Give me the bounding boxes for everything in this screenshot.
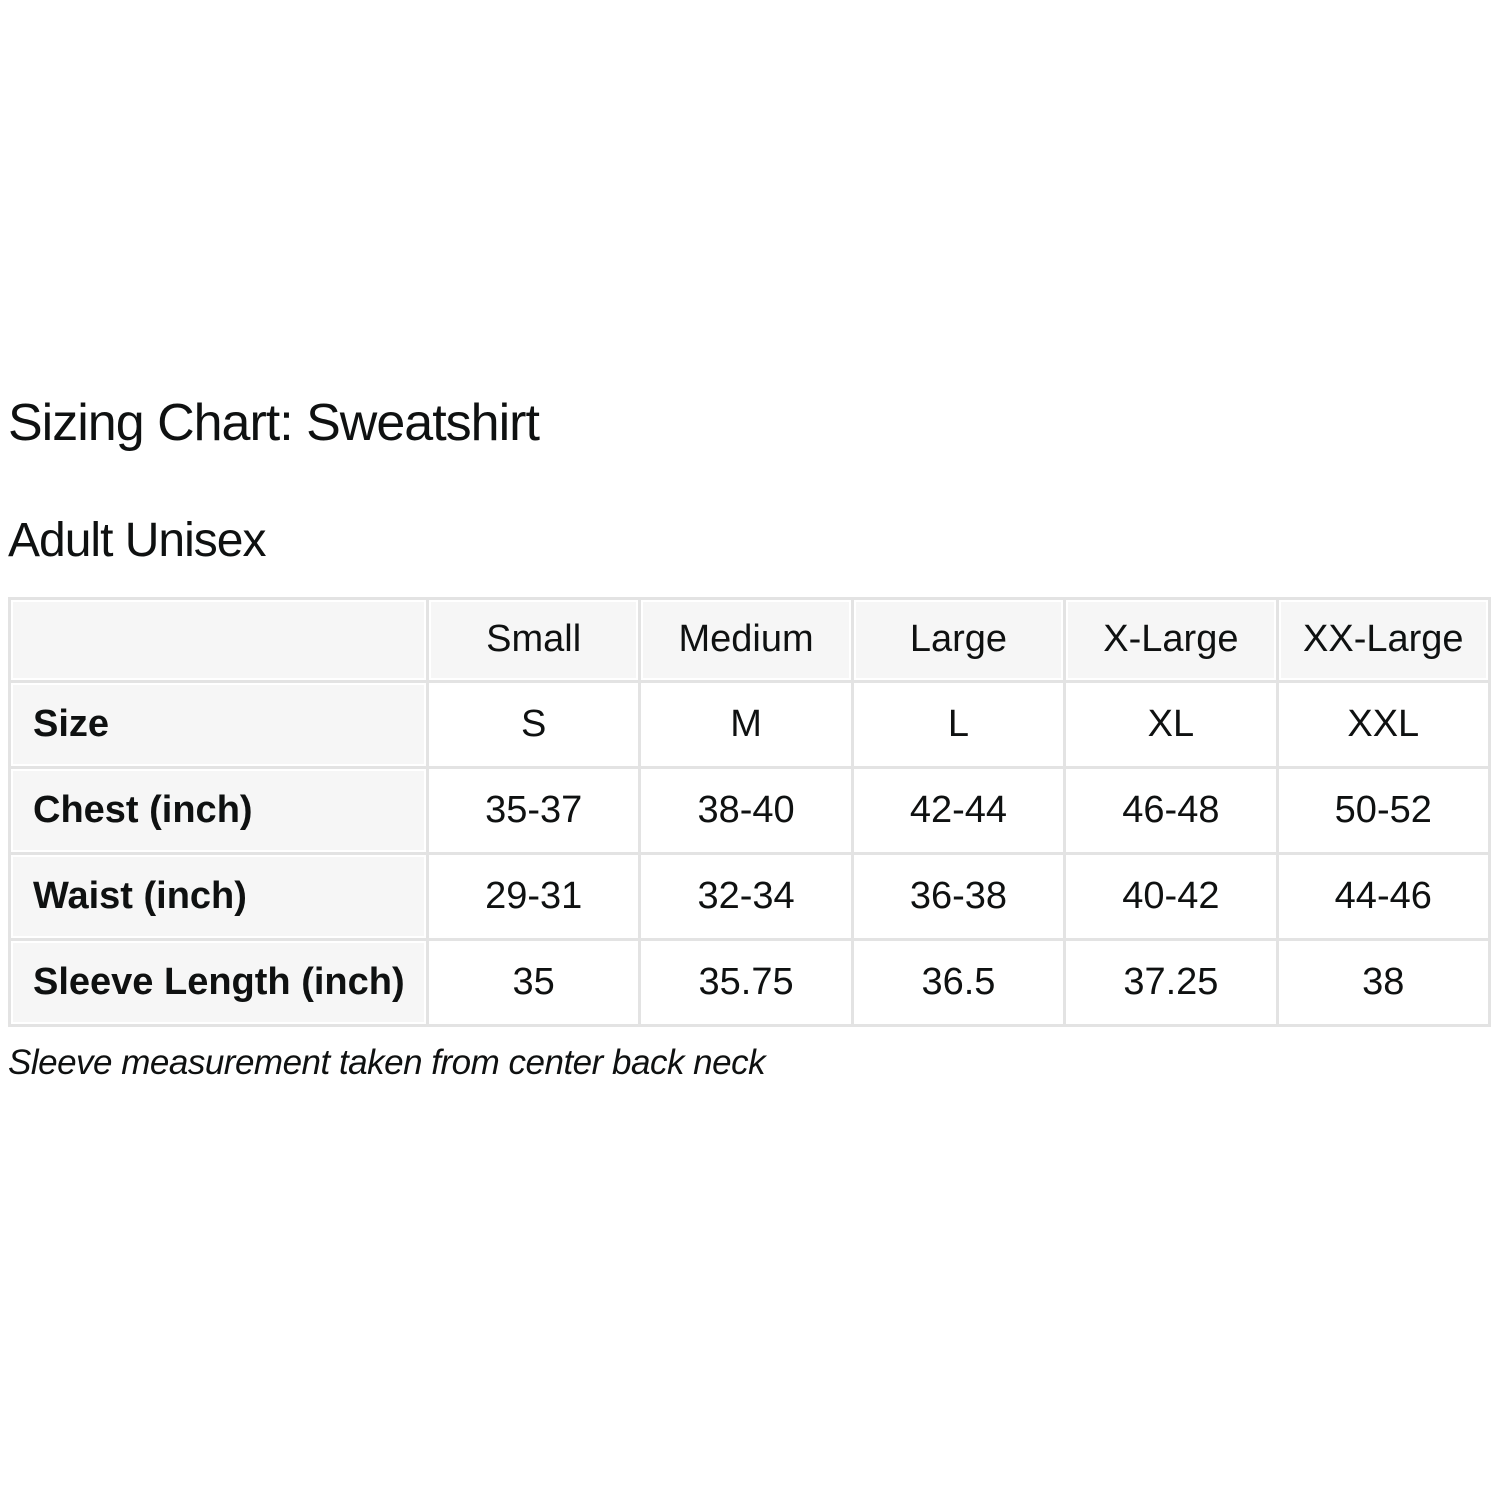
cell-size-xx-large: XXL — [1279, 683, 1488, 766]
row-label-waist: Waist (inch) — [11, 855, 426, 938]
cell-waist-xx-large: 44-46 — [1279, 855, 1488, 938]
cell-waist-medium: 32-34 — [641, 855, 850, 938]
cell-sleeve-x-large: 37.25 — [1066, 941, 1275, 1024]
col-header-x-large: X-Large — [1066, 600, 1275, 680]
table-row-sleeve-length — [11, 941, 1488, 1024]
cell-chest-medium: 38-40 — [641, 769, 850, 852]
cell-waist-small: 29-31 — [429, 855, 638, 938]
cell-size-large: L — [854, 683, 1063, 766]
col-header-large: Large — [854, 600, 1063, 680]
row-label-size: Size — [11, 683, 426, 766]
table-row-chest — [11, 769, 1488, 852]
sizing-table — [8, 597, 1491, 1027]
cell-chest-small: 35-37 — [429, 769, 638, 852]
cell-size-x-large: XL — [1066, 683, 1275, 766]
table-row-size — [11, 683, 1488, 766]
cell-sleeve-small: 35 — [429, 941, 638, 1024]
row-label-sleeve-length: Sleeve Length (inch) — [11, 941, 426, 1024]
cell-chest-xx-large: 50-52 — [1279, 769, 1488, 852]
table-row-waist — [11, 855, 1488, 938]
section-subtitle: Adult Unisex — [8, 514, 266, 568]
cell-chest-large: 42-44 — [854, 769, 1063, 852]
cell-chest-x-large: 46-48 — [1066, 769, 1275, 852]
col-header-xx-large: XX-Large — [1279, 600, 1488, 680]
cell-sleeve-xx-large: 38 — [1279, 941, 1488, 1024]
cell-sleeve-medium: 35.75 — [641, 941, 850, 1024]
row-label-chest: Chest (inch) — [11, 769, 426, 852]
table-header-row — [11, 600, 1488, 680]
cell-waist-x-large: 40-42 — [1066, 855, 1275, 938]
col-header-medium: Medium — [641, 600, 850, 680]
cell-waist-large: 36-38 — [854, 855, 1063, 938]
cell-sleeve-large: 36.5 — [854, 941, 1063, 1024]
corner-cell — [11, 600, 426, 680]
cell-size-small: S — [429, 683, 638, 766]
page-title: Sizing Chart: Sweatshirt — [8, 394, 539, 452]
cell-size-medium: M — [641, 683, 850, 766]
sleeve-measurement-footnote: Sleeve measurement taken from center back neck — [8, 1042, 766, 1082]
col-header-small: Small — [429, 600, 638, 680]
